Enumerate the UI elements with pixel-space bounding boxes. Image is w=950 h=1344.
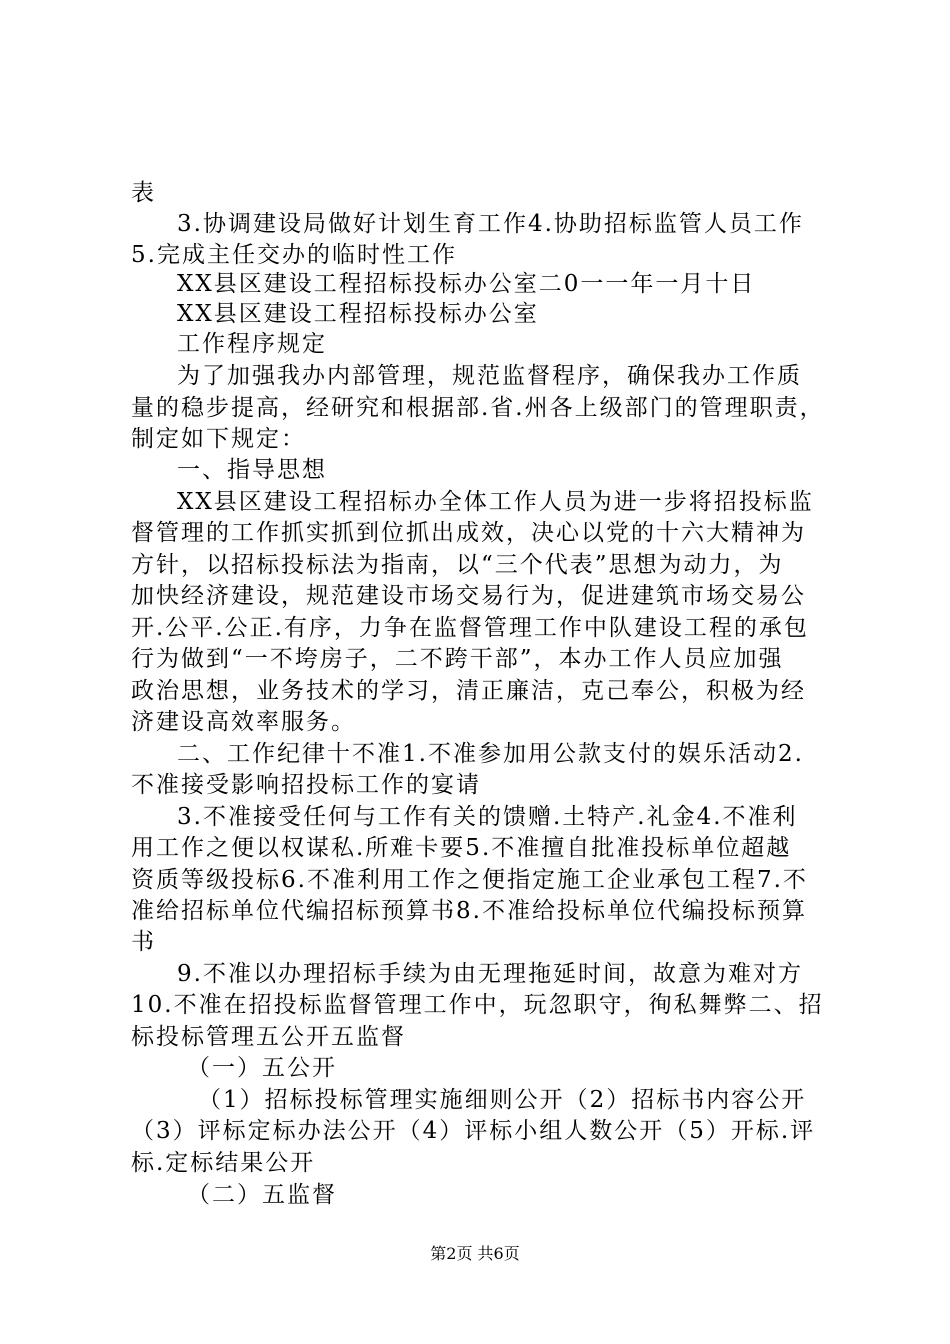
subsection-heading: （一）五公开	[187, 1055, 337, 1081]
text-line: 标投标管理五公开五监督	[131, 1024, 406, 1050]
text-line: 行为做到“一不垮房子，二不跨干部”，本办工作人员应加强	[131, 646, 784, 672]
text-line: （3）评标定标办法公开（4）评标小组人数公开（5）开标.评	[131, 1118, 816, 1144]
text-line: 3.协调建设局做好计划生育工作4.协助招标监管人员工作	[177, 211, 804, 237]
text-line: 方针，以招标投标法为指南，以“三个代表”思想为动力，为	[131, 552, 784, 578]
section-heading: 一、指导思想	[177, 457, 327, 483]
text-line: XX县区建设工程招标办全体工作人员为进一步将招投标监	[177, 489, 814, 515]
page-number: 第2页 共6页	[430, 1244, 520, 1263]
text-line: 9.不准以办理招标手续为由无理拖延时间，故意为难对方	[177, 961, 803, 987]
text-line: 开.公平.公正.有序，力争在监督管理工作中队建设工程的承包	[131, 615, 809, 641]
text-line: 不准接受影响招投标工作的宴请	[131, 772, 481, 798]
text-line: 书	[131, 929, 156, 955]
text-line: 准给招标单位代编招标预算书8.不准给投标单位代编投标预算	[131, 898, 807, 924]
text-line: 量的稳步提高，经研究和根据部.省.州各上级部门的管理职责，	[131, 395, 825, 421]
text-line: 二、工作纪律十不准1.不准参加用公款支付的娱乐活动2.	[177, 741, 804, 767]
text-line: 3.不准接受任何与工作有关的馈赠.土特产.礼金4.不准利	[177, 804, 798, 830]
text-line: XX县区建设工程招标投标办公室	[177, 301, 539, 327]
text-line: 标.定标结果公开	[131, 1150, 316, 1176]
text-line: 为了加强我办内部管理，规范监督程序，确保我办工作质	[177, 363, 802, 389]
text-line: 政治思想，业务技术的学习，清正廉洁，克己奉公，积极为经	[131, 678, 806, 704]
text-line: 加快经济建设，规范建设市场交易行为，促进建筑市场交易公	[131, 583, 806, 609]
text-line: 用工作之便以权谋私.所难卡要5.不准擅自批准投标单位超越	[131, 835, 792, 861]
text-line: 10.不准在招投标监督管理工作中，玩忽职守，徇私舞弊二、招	[131, 992, 824, 1018]
text-line: 表	[131, 180, 156, 206]
text-line: 资质等级投标6.不准利用工作之便指定施工企业承包工程7.不	[131, 867, 808, 893]
text-line: XX县区建设工程招标投标办公室二0一一年一月十日	[177, 271, 756, 297]
section-title: 工作程序规定	[177, 331, 327, 357]
text-line: 督管理的工作抓实抓到位抓出成效，决心以党的十六大精神为	[131, 520, 806, 546]
text-line: （1）招标投标管理实施细则公开（2）招标书内容公开	[198, 1087, 807, 1113]
text-line: 5.完成主任交办的临时性工作	[131, 242, 457, 268]
text-line: 制定如下规定：	[131, 426, 306, 452]
text-line: 济建设高效率服务。	[131, 709, 356, 735]
subsection-heading: （二）五监督	[187, 1182, 337, 1208]
